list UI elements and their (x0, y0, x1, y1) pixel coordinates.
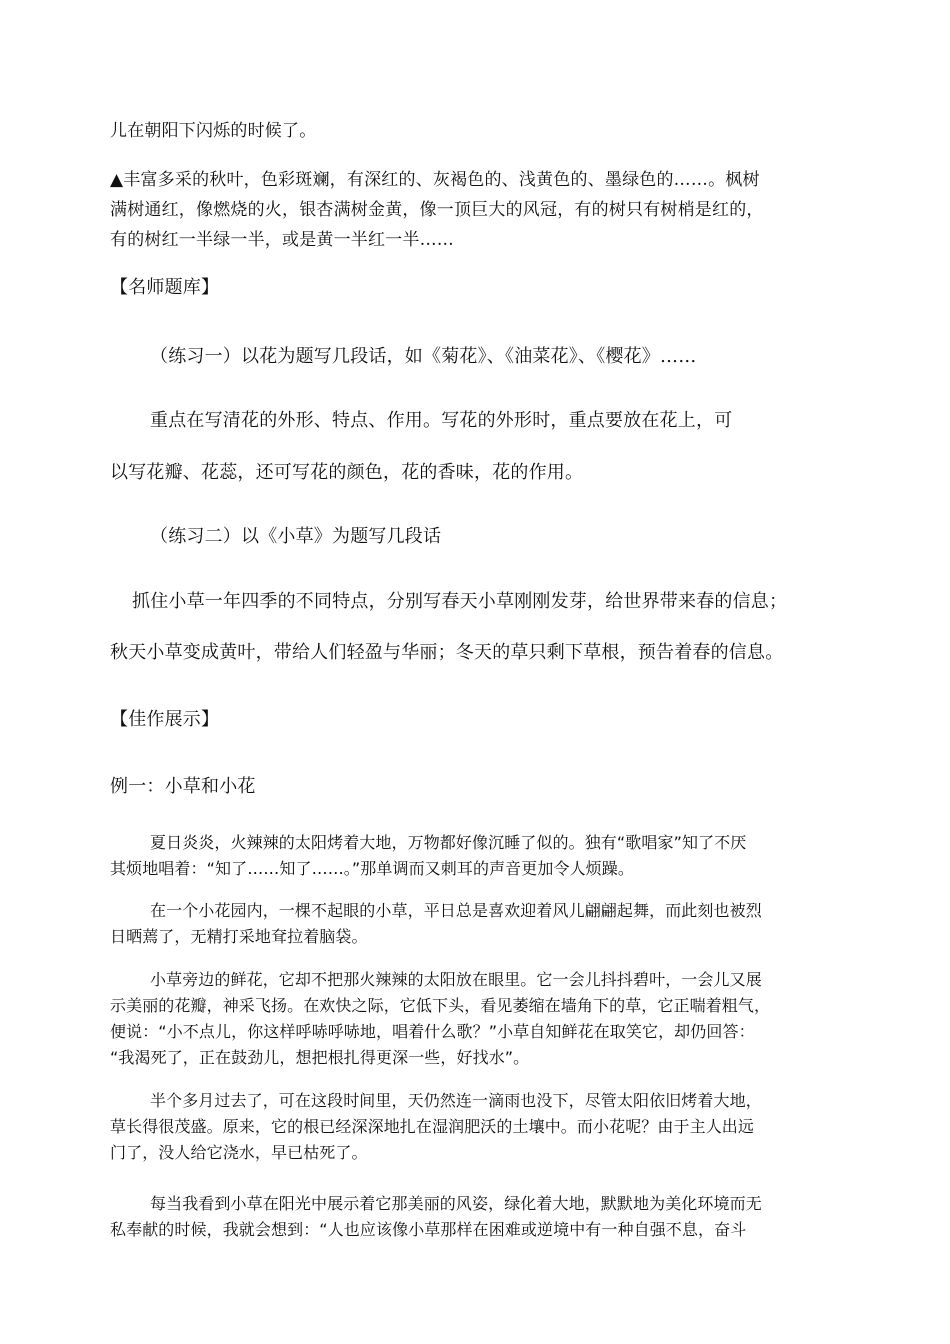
essay-line: 便说：“小不点儿，你这样呼哧呼哧地，唱着什么歌？”小草自知鲜花在取笑它，却仍回答： (110, 1022, 755, 1041)
paragraph-line: 儿在朝阳下闪烁的时候了。 (110, 121, 317, 141)
essay-line: 在一个小花园内，一棵不起眼的小草，平日总是喜欢迎着风儿翩翩起舞，而此刻也被烈 (150, 901, 762, 920)
paragraph-line: 秋天小草变成黄叶，带给人们轻盈与华丽；冬天的草只剩下草根，预告着春的信息。 (110, 642, 784, 663)
section-heading: 【佳作展示】 (110, 709, 220, 730)
exercise-title: （练习一）以花为题写几段话，如《菊花》、《油菜花》、《樱花》…… (150, 346, 697, 367)
paragraph-line: 有的树红一半绿一半，或是黄一半红一半…… (110, 230, 454, 250)
essay-line: 日晒蔫了，无精打采地耷拉着脑袋。 (110, 927, 368, 946)
essay-line: 草长得很茂盛。原来，它的根已经深深地扎在湿润肥沃的土壤中。而小花呢？由于主人出远 (110, 1117, 755, 1136)
paragraph-line: 满树通红，像燃烧的火，银杏满树金黄，像一顶巨大的风冠，有的树只有树梢是红的， (110, 200, 764, 220)
essay-line: 私奉献的时候，我就会想到：“人也应该像小草那样在困难或逆境中有一种自强不息，奋斗 (110, 1220, 747, 1239)
essay-line: 其烦地唱着：“知了……知了……。”那单调而又刺耳的声音更加令人烦躁。 (110, 859, 634, 878)
exercise-title: （练习二）以《小草》为题写几段话 (150, 526, 442, 547)
paragraph-line: ▲丰富多采的秋叶，色彩斑斓，有深红的、灰褐色的、浅黄色的、墨绿色的……。枫树 (110, 170, 760, 190)
essay-line: 半个多月过去了，可在这段时间里，天仍然连一滴雨也没下，尽管太阳依旧烤着大地， (150, 1091, 762, 1110)
essay-line: 夏日炎炎，火辣辣的太阳烤着大地，万物都好像沉睡了似的。独有“歌唱家”知了不厌 (150, 833, 747, 852)
essay-line: 小草旁边的鲜花，它却不把那火辣辣的太阳放在眼里。它一会儿抖抖碧叶，一会儿又展 (150, 970, 762, 989)
essay-line: 门了，没人给它浇水，早已枯死了。 (110, 1143, 368, 1162)
paragraph-line: 重点在写清花的外形、特点、作用。写花的外形时，重点要放在花上，可 (150, 410, 733, 431)
paragraph-line: 以写花瓣、花蕊，还可写花的颜色，花的香味，花的作用。 (110, 462, 584, 483)
essay-line: 示美丽的花瓣，神采飞扬。在欢快之际，它低下头，看见萎缩在墙角下的草，它正喘着粗气， (110, 996, 771, 1015)
essay-line: 每当我看到小草在阳光中展示着它那美丽的风姿，绿化着大地，默默地为美化环境而无 (150, 1194, 762, 1213)
section-heading: 【名师题库】 (110, 277, 220, 298)
paragraph-line: 抓住小草一年四季的不同特点，分别写春天小草刚刚发芽，给世界带来春的信息； (132, 591, 788, 612)
example-title: 例一：小草和小花 (110, 776, 256, 797)
essay-line: “我渴死了，正在鼓劲儿，想把根扎得更深一些，好找水”。 (110, 1048, 530, 1067)
